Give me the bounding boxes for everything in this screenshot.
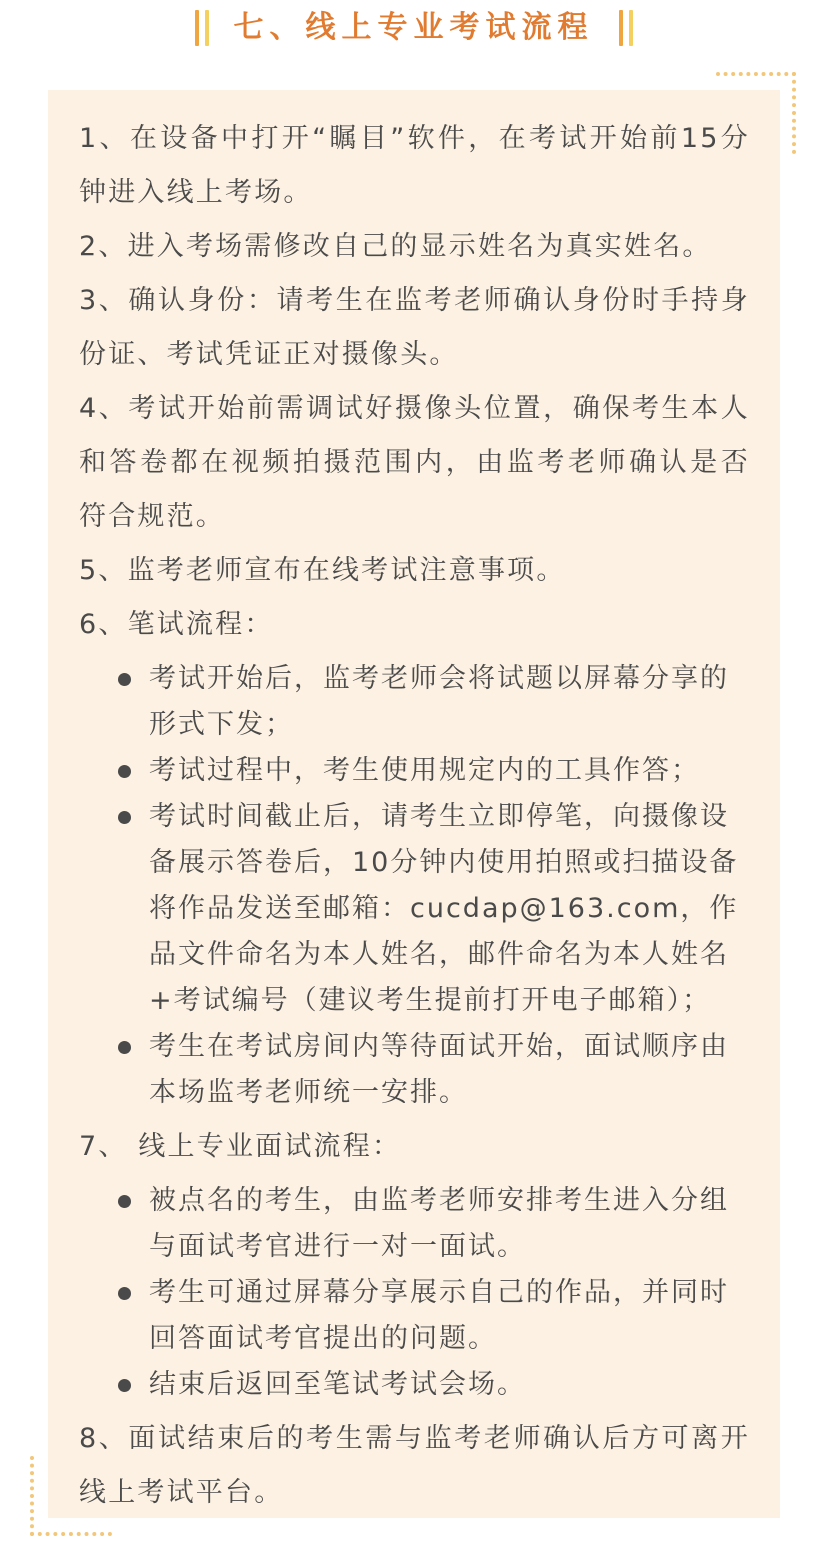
list-item [118, 748, 750, 794]
content-card [48, 90, 780, 1518]
bullet-dot-icon [118, 765, 131, 778]
bullet-text: 考试过程中，考生使用规定内的工具作答； [149, 755, 700, 786]
bullet-text: 结束后返回至笔试考试会场。 [149, 1369, 526, 1400]
step-5: 5、监考老师宣布在线考试注意事项。 [79, 555, 566, 586]
list-item [118, 1270, 750, 1362]
step-list [79, 112, 750, 1520]
step-2: 2、进入考场需修改自己的显示姓名为真实姓名。 [79, 231, 712, 262]
bullet-text: 被点名的考生，由监考老师安排考生进入分组与面试考官进行一对一面试。 [149, 1185, 729, 1262]
bullet-text: 考生可通过屏幕分享展示自己的作品，并同时回答面试考官提出的问题。 [149, 1277, 729, 1354]
bullet-dot-icon [118, 673, 131, 686]
list-item [118, 1178, 750, 1270]
bullet-dot-icon [118, 1379, 131, 1392]
title-bar-right-outer [629, 10, 633, 46]
bullet-dot-icon [118, 1195, 131, 1208]
step-1: 1、在设备中打开“瞩目”软件，在考试开始前15分钟进入线上考场。 [79, 123, 750, 208]
page-title: 七、线上专业考试流程 [233, 10, 594, 45]
list-item [118, 794, 750, 1024]
bullet-dot-icon [118, 1041, 131, 1054]
list-item [118, 1362, 750, 1408]
list-item [118, 656, 750, 748]
list-item [118, 1024, 750, 1116]
step-7: 7、 线上专业面试流程： [79, 1131, 402, 1162]
bullet-text: 考试开始后，监考老师会将试题以屏幕分享的形式下发； [149, 663, 729, 740]
title-bar-left-outer [195, 10, 199, 46]
bullet-text: 考生在考试房间内等待面试开始，面试顺序由本场监考老师统一安排。 [149, 1031, 729, 1108]
section-header [0, 0, 827, 56]
title-bar-right-inner [619, 10, 623, 46]
bullet-dot-icon [118, 811, 131, 824]
step-8: 8、面试结束后的考生需与监考老师确认后方可离开线上考试平台。 [79, 1423, 750, 1508]
step-6-bullets [79, 656, 750, 1116]
step-3: 3、确认身份：请考生在监考老师确认身份时手持身份证、考试凭证正对摄像头。 [79, 285, 750, 370]
step-7-bullets [79, 1178, 750, 1408]
title-bar-left-inner [205, 10, 209, 46]
bullet-dot-icon [118, 1287, 131, 1300]
step-6: 6、笔试流程： [79, 609, 274, 640]
bullet-text: 考试时间截止后，请考生立即停笔，向摄像设备展示答卷后，10分钟内使用拍照或扫描设备将作品发送至邮箱：cucdap@163.com，作品文件命名为本人姓名，邮件命名为本人姓名+考试编号（建议考生提前打开电子邮箱）； [149, 801, 739, 1016]
step-4: 4、考试开始前需调试好摄像头位置，确保考生本人和答卷都在视频拍摄范围内，由监考老师确认是否符合规范。 [79, 393, 750, 532]
